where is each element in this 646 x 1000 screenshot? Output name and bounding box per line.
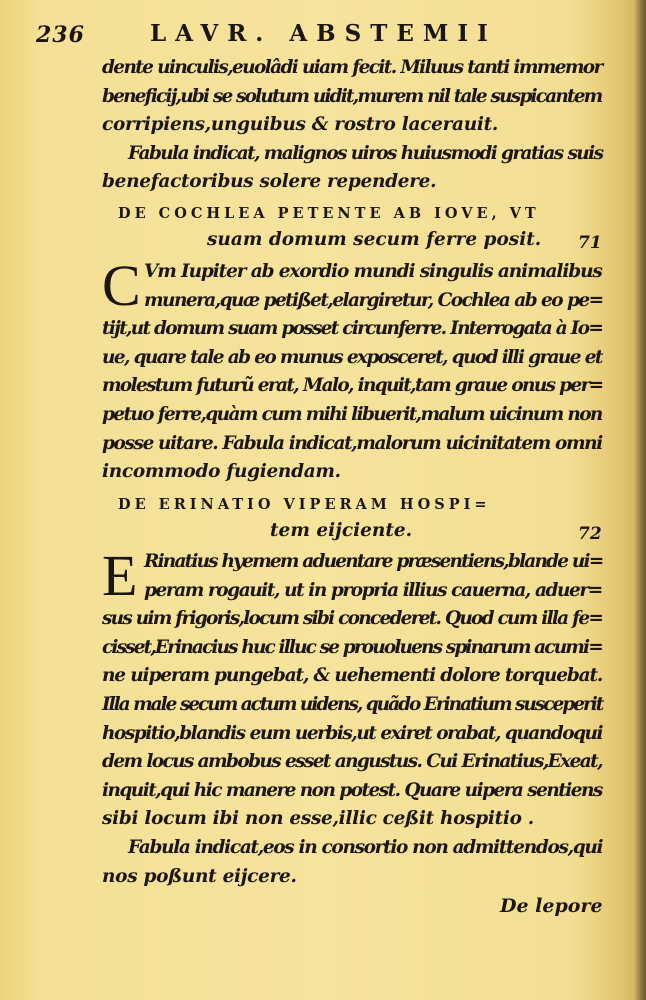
text-line: corripiens,unguibus & rostro lacerauit.	[102, 114, 498, 136]
text-line: benefactoribus solere rependere.	[102, 171, 437, 193]
text-line: sibi locum ibi non esse,illic ceßit hospitio .	[102, 808, 534, 830]
text-line: hospitio,blandis eum uerbis,ut exiret orabat, quandoqui	[102, 722, 603, 744]
text-line: beneficij,ubi se solutum uidit,murem nil tale suspicantem	[102, 85, 602, 107]
text-line: dem locus ambobus esset angustus. Cui Erinatius,Exeat,	[102, 751, 602, 773]
moral-line: Fabula indicat,eos in consortio non admittendos,qui	[128, 836, 603, 858]
text-line: nos poßunt eijcere.	[102, 865, 297, 887]
text-line: incommodo fugiendam.	[102, 461, 341, 483]
page-number: 236	[36, 22, 85, 48]
text-line: Vm Iupiter ab exordio mundi singulis animalibus	[144, 261, 602, 282]
moral-line: Fabula indicat, malignos uiros huiusmodi gratias suis	[128, 142, 603, 164]
text-line: munera,quæ petißet,elargiretur, Cochlea ab eo pe=	[144, 289, 603, 311]
catchword: De lepore	[500, 895, 603, 917]
fable-71-body	[102, 253, 603, 487]
fable-72-number: 72	[578, 524, 602, 544]
previous-fable-ending	[102, 54, 602, 197]
text-line: cisset,Erinacius huc illuc se prouoluens spinarum acumi=	[102, 636, 602, 658]
text-line: peram rogauit, ut in propria illius cauerna, aduer=	[144, 579, 602, 601]
text-line: ue, quare tale ab eo munus exposceret, quod illi graue et	[102, 346, 602, 368]
text-line: inquit,qui hic manere non potest. Quare uipera sentiens	[102, 779, 602, 801]
text-line: dente uinculis,euolâdi uiam fecit. Miluus tanti immemor	[102, 57, 602, 78]
running-title: LAVR. ABSTEMII	[150, 20, 497, 47]
fable-71-title: DE COCHLEA PETENTE AB IOVE, VT	[118, 205, 540, 222]
text-line: ne uiperam pungebat, & uehementi dolore torquebat.	[102, 665, 603, 687]
text-line: molestum futurũ erat, Malo, inquit,tam graue onus per=	[102, 375, 603, 397]
fable-72-subtitle: tem eijciente.	[270, 520, 413, 541]
text-line: tijt,ut domum suam posset circunferre. Interrogata à Io=	[102, 318, 603, 340]
fable-72-body	[102, 543, 603, 891]
running-head	[0, 14, 646, 54]
text-line: Illa male secum actum uidens, quãdo Erinatium susceperit	[102, 693, 603, 715]
fable-71-dropcap: C	[102, 253, 141, 318]
text-line: petuo ferre,quàm cum mihi libuerit,malum uicinum non	[102, 403, 602, 425]
fable-71-subtitle: suam domum secum ferre posit.	[207, 229, 542, 250]
text-line: sus uim frigoris,locum sibi concederet. Quod cum illa fe=	[102, 608, 603, 630]
page-edge-shadow	[634, 0, 646, 1000]
fable-72-dropcap: E	[102, 543, 138, 608]
text-line: posse uitare. Fabula indicat,malorum uicinitatem omni	[102, 432, 602, 454]
fable-72-title: DE ERINATIO VIPERAM HOSPI=	[118, 496, 491, 513]
fable-71-number: 71	[578, 233, 602, 253]
text-line: Rinatius hyemem aduentare præsentiens,blande ui=	[144, 551, 603, 572]
